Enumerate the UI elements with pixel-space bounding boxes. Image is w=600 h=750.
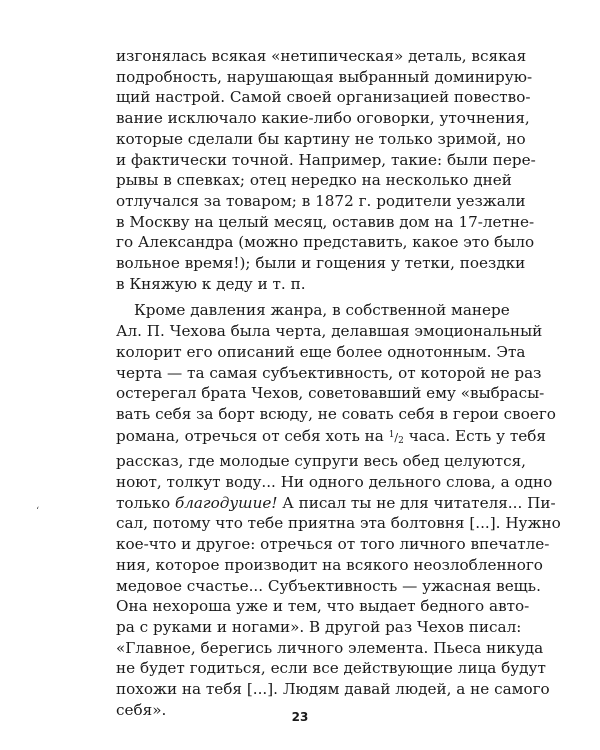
margin-mark: ‘ [36,506,40,517]
body-text [116,46,561,721]
text-line: изгонялась всякая «нетипическая» деталь, всякая [116,47,527,65]
emphasis-word: благодушие! [174,493,278,512]
text-line-with-emphasis [116,493,556,514]
text-line-with-fraction [116,425,546,452]
text-line: не будет годиться, если все действующие лица будут [116,659,546,678]
fraction-half: $^1/_2$ [388,429,404,446]
text-line: сал, потому что тебе приятна эта болтовня [...]. Нужно [116,514,561,533]
text-line: Ал. П. Чехова была черта, делавшая эмоциональный [116,322,543,341]
text-line: медовое счастье... Субъективность — ужасная вещь. [116,576,541,595]
text-line: в Москву на целый месяц, оставив дом на 17-летне- [116,212,535,231]
text-line: которые сделали бы картину не только зримой, но [116,129,526,148]
paragraph-2 [116,300,561,720]
text-line: кое-что и другое: отречься от того личного впечатле- [116,535,550,554]
paragraph-1 [116,46,536,294]
text-line: «Главное, берегись личного элемента. Пьеса никуда [116,638,544,657]
text-line: вать себя за борт всюду, не совать себя в герои своего [116,404,556,423]
text-line: щий настрой. Самой своей организацией повество- [116,88,531,107]
text-line: отлучался за товаром; в 1872 г. родители уезжали [116,191,526,210]
text-line: вание исключало какие-либо оговорки, уточнения, [116,109,530,128]
text-line: рывы в спевках; отец нередко на несколько дней [116,171,512,190]
text-line: черта — та самая субъективность, от которой не раз [116,363,542,382]
page-number: 23 [291,710,309,724]
fraction-denominator: 2 [398,435,404,446]
text-line: го Александра (можно представить, какое это было [116,233,535,252]
text-line: остерегал брата Чехов, советовавший ему «выбрасы- [116,384,545,403]
text-line: Она нехороша уже и тем, что выдает бедного авто- [116,597,530,616]
text-line: и фактически точной. Например, такие: были пере- [116,150,536,169]
text-line: ноют, толкут воду... Ни одного дельного слова, а одно [116,473,553,492]
text-line: подробность, нарушающая выбранный доминирую- [116,67,533,86]
text-line: Кроме давления жанра, в собственной манере [134,301,510,320]
text-line: колорит его описаний еще более однотонным. Эта [116,342,526,361]
text-line: вольное время!); были и гощения у тетки, поездки [116,254,526,273]
text-segment: А писал ты не для читателя... Пи- [277,493,556,512]
text-line: ра с руками и ногами». В другой раз Чехов писал: [116,617,522,636]
text-line: рассказ, где молодые супруги весь обед целуются, [116,452,527,471]
text-segment: романа, отречься от себя хоть на [116,426,389,445]
text-line: похожи на тебя [...]. Людям давай людей, а не самого [116,680,550,699]
text-line: себя». [116,700,167,719]
text-line: ния, которое производит на всякого неозлобленного [116,555,543,574]
text-segment: часа. Есть у тебя [403,426,546,445]
fraction-numerator: 1 [388,429,395,440]
text-segment: только [116,493,175,512]
text-line: в Княжую к деду и т. п. [116,274,306,293]
